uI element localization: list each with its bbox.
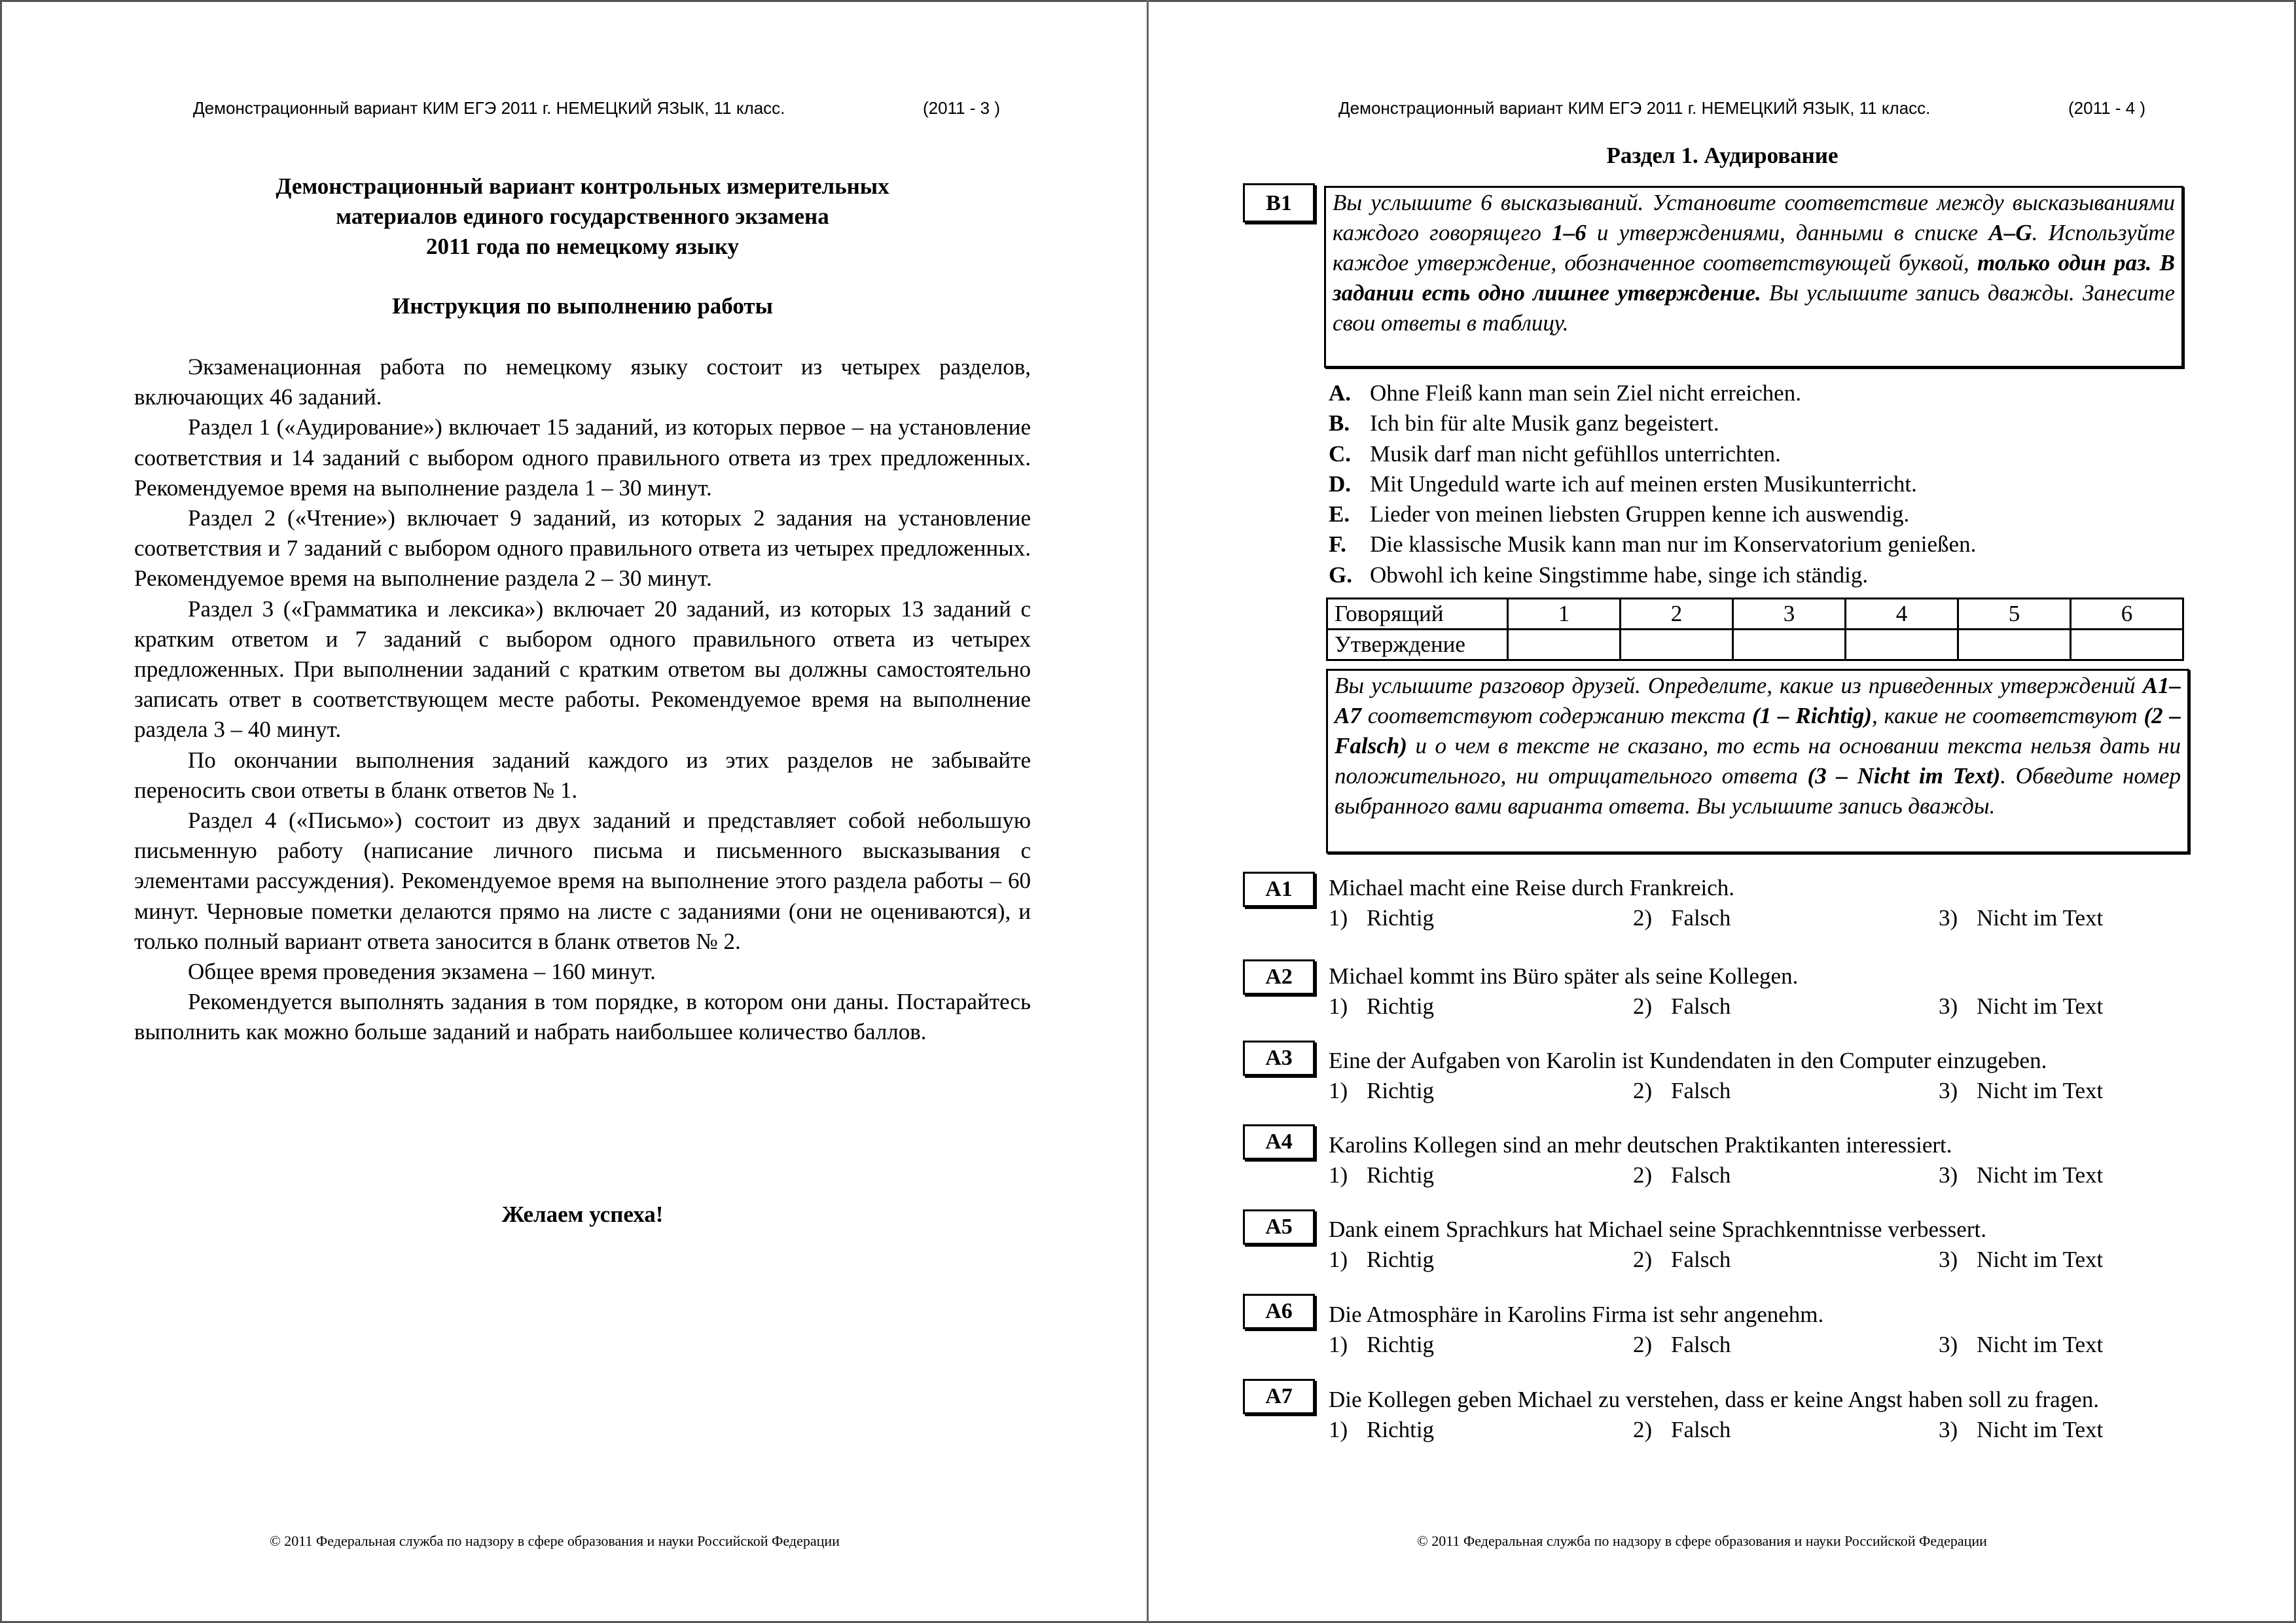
- statement-item: [1329, 499, 1976, 529]
- paragraph: По окончании выполнения заданий каждого из этих разделов не забывайте переносить свои ответы в бланк ответов № 1.: [134, 747, 1031, 803]
- option-number: 3): [1939, 905, 1958, 931]
- option-nicht-im-text[interactable]: [1939, 1415, 2103, 1445]
- paragraph: Экзаменационная работа по немецкому языку состоит из четырех разделов, включающих 46 заданий.: [134, 354, 1031, 410]
- option-nicht-im-text[interactable]: [1939, 1076, 2103, 1106]
- answer-options: [1329, 1076, 2179, 1106]
- answer-cell[interactable]: [1508, 630, 1621, 660]
- task-label-a7: A7: [1243, 1379, 1315, 1414]
- statement-item: [1329, 439, 1976, 469]
- paragraph: Общее время проведения экзамена – 160 минут.: [188, 959, 656, 985]
- page-footer: © 2011 Федеральная служба по надзору в сфере образования и науки Российской Федерации: [1417, 1533, 1987, 1549]
- option-label: Nicht im Text: [1977, 905, 2104, 931]
- paragraph: Раздел 4 («Письмо») состоит из двух заданий и представляет собой небольшую письменную работу (написание личного письма и письменного высказывания с элементами рассуждения). Рекомендуемое время на выполнение этого раздела работы – 60 минут. Черновые пометки делаются прямо на листе с заданиями (они не оцениваются), и только полный вариант ответа заносится в бланк ответов № 2.: [134, 808, 1031, 954]
- statement-item: [1329, 469, 1976, 499]
- option-label: Nicht im Text: [1977, 1332, 2104, 1357]
- instruction-text: , какие не соответствуют: [1872, 703, 2144, 728]
- instruction-bold: (3 – Nicht im Text): [1807, 763, 2001, 789]
- instruction-text: Вы услышите запись дважды. Занесите свои ответы в таблицу.: [1333, 280, 2175, 336]
- option-number: 2): [1633, 993, 1653, 1019]
- page-header: [193, 98, 1001, 118]
- statement-text: Ohne Fleiß kann man sein Ziel nicht erreichen.: [1370, 380, 1801, 406]
- option-nicht-im-text[interactable]: [1939, 1160, 2103, 1190]
- option-label: Falsch: [1671, 1162, 1731, 1188]
- option-number: 2): [1633, 1332, 1653, 1357]
- answer-cell[interactable]: [2071, 630, 2183, 660]
- option-nicht-im-text[interactable]: [1939, 903, 2103, 933]
- question-a6: [1329, 1300, 2179, 1360]
- option-falsch[interactable]: [1633, 1160, 1731, 1190]
- question-a4: [1329, 1130, 2179, 1190]
- question-a2: [1329, 961, 2179, 1022]
- table-cell: 6: [2071, 599, 2183, 630]
- question-text: Dank einem Sprachkurs hat Michael seine Sprachkenntnisse verbessert.: [1329, 1217, 1986, 1242]
- option-richtig[interactable]: [1329, 1076, 1434, 1106]
- option-number: 2): [1633, 1247, 1653, 1272]
- instructions-heading: Инструкция по выполнению работы: [392, 293, 773, 319]
- answer-options: [1329, 1415, 2179, 1445]
- option-number: 2): [1633, 1162, 1653, 1188]
- question-a7: [1329, 1385, 2179, 1445]
- title-line: Демонстрационный вариант контрольных измерительных: [276, 173, 889, 199]
- left-page: [0, 0, 1147, 1623]
- statements-list: [1329, 378, 1976, 590]
- statement-text: Lieder von meinen liebsten Gruppen kenne ich auswendig.: [1370, 501, 1910, 527]
- option-label: Richtig: [1367, 993, 1435, 1019]
- instructions-body: [134, 352, 1031, 1048]
- instruction-bold: А1–А7: [1335, 673, 2181, 728]
- option-label: Richtig: [1367, 1247, 1435, 1272]
- answer-options: [1329, 903, 2179, 933]
- section-title: Раздел 1. Аудирование: [1606, 143, 1839, 168]
- question-text: Die Atmosphäre in Karolins Firma ist sehr angenehm.: [1329, 1302, 1824, 1327]
- option-label: Nicht im Text: [1977, 1417, 2104, 1442]
- option-number: 3): [1939, 1332, 1958, 1357]
- answer-options: [1329, 1245, 2179, 1275]
- option-nicht-im-text[interactable]: [1939, 1330, 2103, 1360]
- option-falsch[interactable]: [1633, 1415, 1731, 1445]
- option-number: 1): [1329, 1332, 1348, 1357]
- option-falsch[interactable]: [1633, 991, 1731, 1022]
- answer-table: [1326, 597, 2184, 661]
- option-number: 1): [1329, 1247, 1348, 1272]
- task-label-a1: A1: [1243, 872, 1315, 907]
- header-text: Демонстрационный вариант КИМ ЕГЭ 2011 г. НЕМЕЦКИЙ ЯЗЫК, 11 класс.: [193, 98, 785, 118]
- instruction-text: . Обведите номер выбранного вами варианта ответа. Вы услышите запись дважды.: [1335, 763, 2181, 819]
- answer-options: [1329, 991, 2179, 1022]
- task-label-a6: A6: [1243, 1294, 1315, 1329]
- option-label: Falsch: [1671, 993, 1731, 1019]
- task-label-a3: A3: [1243, 1041, 1315, 1076]
- option-falsch[interactable]: [1633, 903, 1731, 933]
- instruction-text: и утверждениями, данными в списке: [1586, 220, 1989, 245]
- option-nicht-im-text[interactable]: [1939, 1245, 2103, 1275]
- option-label: Richtig: [1367, 1417, 1435, 1442]
- option-label: Falsch: [1671, 1247, 1731, 1272]
- statement-item: [1329, 408, 1976, 438]
- option-falsch[interactable]: [1633, 1245, 1731, 1275]
- question-text: Eine der Aufgaben von Karolin ist Kundendaten in den Computer einzugeben.: [1329, 1048, 2047, 1073]
- statement-text: Musik darf man nicht gefühllos unterrichten.: [1370, 440, 1781, 467]
- table-cell: 2: [1621, 599, 1733, 630]
- table-header-cell: Говорящий: [1327, 599, 1508, 630]
- instruction-bold: A–G: [1988, 220, 2032, 245]
- statement-item: [1329, 529, 1976, 560]
- statement-text: Ich bin für alte Musik ganz begeistert.: [1370, 410, 1719, 437]
- option-label: Falsch: [1671, 1332, 1731, 1357]
- page-number: (2011 - 3 ): [923, 98, 1001, 118]
- option-number: 3): [1939, 993, 1958, 1019]
- title-line: 2011 года по немецкому языку: [425, 234, 740, 259]
- option-label: Nicht im Text: [1977, 993, 2104, 1019]
- statement-letter: A.: [1329, 380, 1352, 406]
- option-falsch[interactable]: [1633, 1330, 1731, 1360]
- instruction-text: Вы услышите разговор друзей. Определите, какие из приведенных утверждений: [1335, 673, 2143, 698]
- option-number: 1): [1329, 1162, 1348, 1188]
- option-label: Nicht im Text: [1977, 1247, 2104, 1272]
- option-richtig[interactable]: [1329, 1245, 1434, 1275]
- option-label: Richtig: [1367, 905, 1435, 931]
- option-label: Falsch: [1671, 1078, 1731, 1103]
- page-number: (2011 - 4 ): [2068, 98, 2146, 118]
- instruction-bold: только один раз. В задании есть одно лишнее утверждение.: [1333, 250, 2176, 306]
- instruction-bold: (2 –Falsch): [1335, 703, 2181, 758]
- option-number: 1): [1329, 1417, 1348, 1442]
- statement-letter: E.: [1329, 501, 1350, 527]
- option-number: 2): [1633, 905, 1653, 931]
- statement-item: [1329, 560, 1976, 590]
- closing-wish: Желаем успеха!: [501, 1202, 664, 1227]
- answer-cell[interactable]: [1846, 630, 1958, 660]
- statement-letter: D.: [1329, 471, 1352, 497]
- table-header-cell: Утверждение: [1327, 630, 1508, 660]
- question-a3: [1329, 1046, 2179, 1106]
- option-number: 2): [1633, 1417, 1653, 1442]
- answer-cell[interactable]: [1958, 630, 2071, 660]
- option-richtig[interactable]: [1329, 991, 1434, 1022]
- option-label: Richtig: [1367, 1162, 1435, 1188]
- paragraph: Раздел 1 («Аудирование») включает 15 заданий, из которых первое – на установление соответствия и 14 заданий с выбором одного правильного ответа из трех предложенных. Рекомендуемое время на выполнение раздела 1 – 30 минут.: [134, 414, 1031, 501]
- paragraph: Раздел 2 («Чтение») включает 9 заданий, из которых 2 задания на установление соответствия и 7 заданий с выбором одного правильного ответа из четырех предложенных. Рекомендуемое время на выполнение раздела 2 – 30 минут.: [134, 505, 1031, 592]
- task-label-a4: A4: [1243, 1124, 1315, 1160]
- option-number: 3): [1939, 1078, 1958, 1103]
- table-row: [1327, 630, 2183, 660]
- option-nicht-im-text[interactable]: [1939, 991, 2103, 1022]
- document-title: [134, 171, 1031, 262]
- answer-options: [1329, 1160, 2179, 1190]
- paragraph: Рекомендуется выполнять задания в том порядке, в котором они даны. Постарайтесь выполнить как можно больше заданий и набрать наибольшее количество баллов.: [134, 989, 1031, 1045]
- option-label: Falsch: [1671, 905, 1731, 931]
- question-a1: [1329, 873, 2179, 933]
- statement-text: Die klassische Musik kann man nur im Konservatorium genießen.: [1370, 531, 1977, 558]
- question-text: Michael kommt ins Büro später als seine Kollegen.: [1329, 963, 1799, 989]
- statement-letter: G.: [1329, 562, 1352, 588]
- question-text: Karolins Kollegen sind an mehr deutschen Praktikanten interessiert.: [1329, 1132, 1952, 1158]
- table-cell: 1: [1508, 599, 1621, 630]
- header-text: Демонстрационный вариант КИМ ЕГЭ 2011 г. НЕМЕЦКИЙ ЯЗЫК, 11 класс.: [1338, 98, 1931, 118]
- option-label: Richtig: [1367, 1078, 1435, 1103]
- table-cell: 3: [1733, 599, 1846, 630]
- b1-instruction-box: [1324, 186, 2183, 368]
- option-number: 2): [1633, 1078, 1653, 1103]
- task-label-a5: A5: [1243, 1209, 1315, 1245]
- page-footer: © 2011 Федеральная служба по надзору в сфере образования и науки Российской Федерации: [270, 1533, 840, 1549]
- option-number: 1): [1329, 993, 1348, 1019]
- question-a5: [1329, 1215, 2179, 1275]
- option-number: 3): [1939, 1247, 1958, 1272]
- answer-cell[interactable]: [1733, 630, 1846, 660]
- option-richtig[interactable]: [1329, 903, 1434, 933]
- instruction-text: соответствуют содержанию текста: [1361, 703, 1752, 728]
- option-number: 3): [1939, 1417, 1958, 1442]
- answer-cell[interactable]: [1621, 630, 1733, 660]
- table-row: [1327, 599, 2183, 630]
- table-cell: 5: [1958, 599, 2071, 630]
- instruction-text: и о чем в тексте не сказано, то есть на основании текста нельзя дать ни положительного, ни отрицательного ответа: [1335, 733, 2181, 789]
- option-label: Nicht im Text: [1977, 1162, 2104, 1188]
- option-number: 3): [1939, 1162, 1958, 1188]
- answer-options: [1329, 1330, 2179, 1360]
- instruction-text: . Используйте каждое утверждение, обозначенное соответствующей буквой,: [1333, 220, 2175, 276]
- task-label-a2: A2: [1243, 959, 1315, 995]
- instruction-text: Вы услышите 6 высказываний. Установите соответствие между высказываниями каждого говорящего: [1333, 190, 2175, 245]
- option-label: Nicht im Text: [1977, 1078, 2104, 1103]
- table-cell: 4: [1846, 599, 1958, 630]
- question-text: Die Kollegen geben Michael zu verstehen, dass er keine Angst haben soll zu fragen.: [1329, 1387, 2099, 1412]
- option-label: Richtig: [1367, 1332, 1435, 1357]
- option-richtig[interactable]: [1329, 1415, 1434, 1445]
- instruction-bold: 1–6: [1552, 220, 1587, 245]
- a-instruction-box: [1326, 669, 2189, 853]
- option-number: 1): [1329, 1078, 1348, 1103]
- instruction-bold: (1 – Richtig): [1751, 703, 1873, 728]
- task-label-b1: B1: [1243, 183, 1315, 223]
- question-text: Michael macht eine Reise durch Frankreich.: [1329, 875, 1735, 901]
- statement-text: Mit Ungeduld warte ich auf meinen ersten Musikunterricht.: [1370, 471, 1917, 497]
- option-richtig[interactable]: [1329, 1330, 1434, 1360]
- page-header: [1338, 98, 2146, 118]
- statement-text: Obwohl ich keine Singstimme habe, singe ich ständig.: [1370, 562, 1869, 588]
- option-label: Falsch: [1671, 1417, 1731, 1442]
- option-number: 1): [1329, 905, 1348, 931]
- statement-item: [1329, 378, 1976, 408]
- statement-letter: C.: [1329, 440, 1352, 467]
- statement-letter: B.: [1329, 410, 1350, 437]
- title-line: материалов единого государственного экзамена: [336, 204, 829, 229]
- statement-letter: F.: [1329, 531, 1346, 558]
- option-falsch[interactable]: [1633, 1076, 1731, 1106]
- paragraph: Раздел 3 («Грамматика и лексика») включает 20 заданий, из которых 13 заданий с кратким ответом и 7 заданий с выбором одного правильного ответа из четырех предложенных. При выполнении заданий с кратким ответом вы должны самостоятельно записать ответ в соответствующем месте работы. Рекомендуемое время на выполнение раздела 3 – 40 минут.: [134, 596, 1031, 743]
- option-richtig[interactable]: [1329, 1160, 1434, 1190]
